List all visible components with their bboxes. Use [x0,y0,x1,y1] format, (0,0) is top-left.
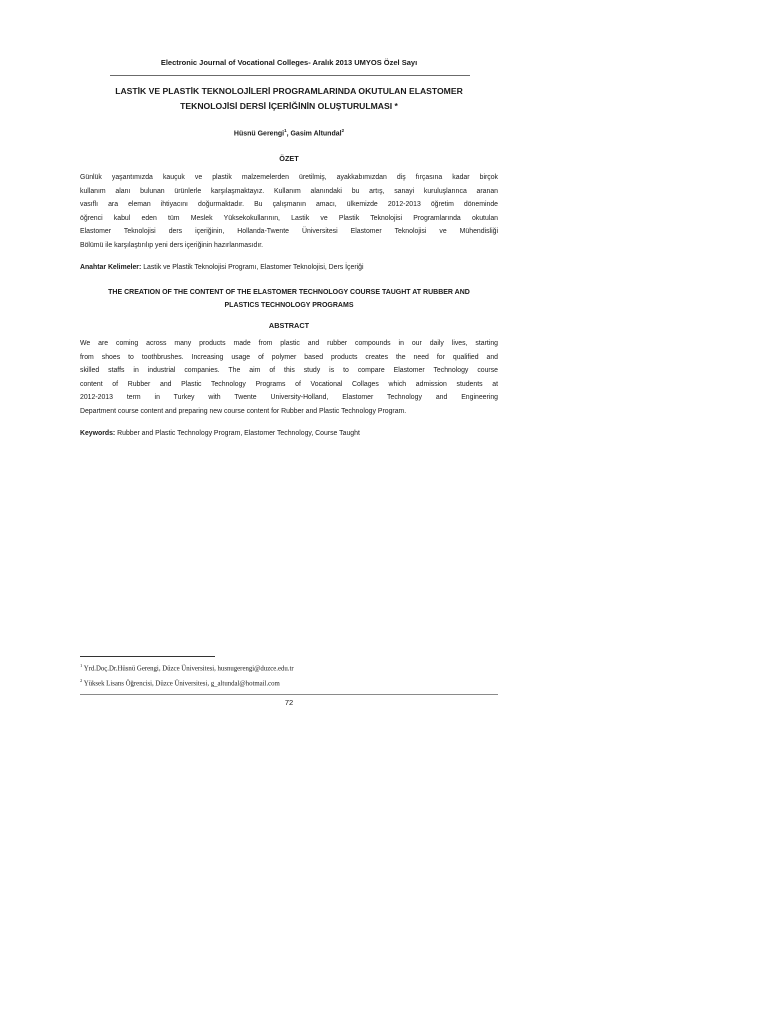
english-title-line-1: THE CREATION OF THE CONTENT OF THE ELASTOMER TECHNOLOGY COURSE TAUGHT AT RUBBER AND [108,289,470,296]
paper-title-line-1: LASTİK VE PLASTİK TEKNOLOJİLERİ PROGRAMLARINDA OKUTULAN ELASTOMER [115,86,463,96]
bottom-rule [80,694,498,695]
footnote-1-mark: 1 [80,663,83,668]
page-number: 72 [284,698,294,707]
author-1-mark: 1 [284,128,287,133]
ozet-heading: ÖZET [279,154,299,163]
ozet-line: öğrenci kabul eden tüm Meslek Yüksekokullarının, Lastik ve Plastik Teknolojisi Programlarında okutulan [80,214,498,222]
author-separator: , [286,130,291,138]
abstract-heading: ABSTRACT [268,321,310,330]
abstract-line: 2012-2013 term in Turkey with Twente University-Holland, Elastomer Technology and Engineering [80,394,498,402]
footnote-2 [80,675,498,690]
english-title-line-2: PLASTICS TECHNOLOGY PROGRAMS [224,301,354,309]
footnote-2-mark: 2 [80,678,83,684]
footnotes [80,660,498,691]
header-rule [110,75,470,76]
paper-page [80,0,498,1024]
footnote-rule [80,656,215,657]
paper-title [80,84,498,114]
ozet-body [80,171,498,253]
abstract-line: Department course content and preparing new course content for Rubber and Plastic Technology Program. [80,407,407,415]
paper-title-line-2: TEKNOLOJİSİ DERSİ İÇERİĞİNİN OLUŞTURULMASI * [180,101,398,111]
ozet-line: Günlük yaşantımızda kauçuk ve plastik malzemelerden üretilmiş, ayakkabımızdan diş fırçasına kadar birçok [80,174,498,181]
abstract-keywords-text: Rubber and Plastic Technology Program, Elastomer Technology, Course Taught [115,430,360,437]
footnote-1 [80,660,498,675]
author-2-mark: 2 [341,128,345,133]
abstract-line: skilled staffs in industrial companies. The aim of this study is to compare Elastomer Technology course [80,367,498,375]
ozet-line: Elastomer Teknolojisi ders içeriğinin, Hollanda-Twente Üniversitesi Elastomer Teknolojisi ve Mühendisliği [80,228,498,236]
author-2: Gasim Altundal [290,130,342,138]
abstract-keywords-label: Keywords: [80,430,116,437]
footnote-1-text: Yrd.Doç.Dr.Hüsnü Gerengi, Düzce Üniversitesi, husnugerengi@duzce.edu.tr [82,665,294,673]
abstract-line: content of Rubber and Plastic Technology Programs of Vocational Collages which admission students at [80,380,498,388]
english-title [80,287,498,312]
ozet-line: kullanım alanı bulunan ürünlerle karşılaşmaktayız. Kullanım alanındaki bu artış, sanayi kuruluşlarınca aranan [80,187,498,195]
abstract-line: from shoes to toothbrushes. Increasing usage of polymer based products creates the need for qualified and [80,353,498,361]
ozet-line: Bölümü ile karşılaştırılıp yeni ders içeriğinin hazırlanmasıdır. [80,241,264,249]
abstract-line: We are coming across many products made from plastic and rubber compounds in our daily lives, starting [80,340,498,347]
ozet-line: vasıflı ara eleman ihtiyacını doğurmaktadır. Bu çalışmanın amacı, ülkemizde 2012-2013 öğretim döneminde [80,201,498,209]
abstract-keywords [80,428,498,440]
author-1: Hüsnü Gerengi [233,130,285,138]
footnote-2-text: Yüksek Lisans Öğrencisi, Düzce Üniversitesi, g_altundal@hotmail.com [82,680,280,688]
abstract-body [80,337,498,419]
ozet-keywords-text: Lastik ve Plastik Teknolojisi Programı, Elastomer Teknolojisi, Ders İçeriği [141,264,364,271]
ozet-keywords [80,262,498,274]
authors [80,128,498,137]
journal-header: Electronic Journal of Vocational Colleges- Aralık 2013 UMYOS Özel Sayı [160,58,418,67]
ozet-keywords-label: Anahtar Kelimeler: [80,264,142,271]
